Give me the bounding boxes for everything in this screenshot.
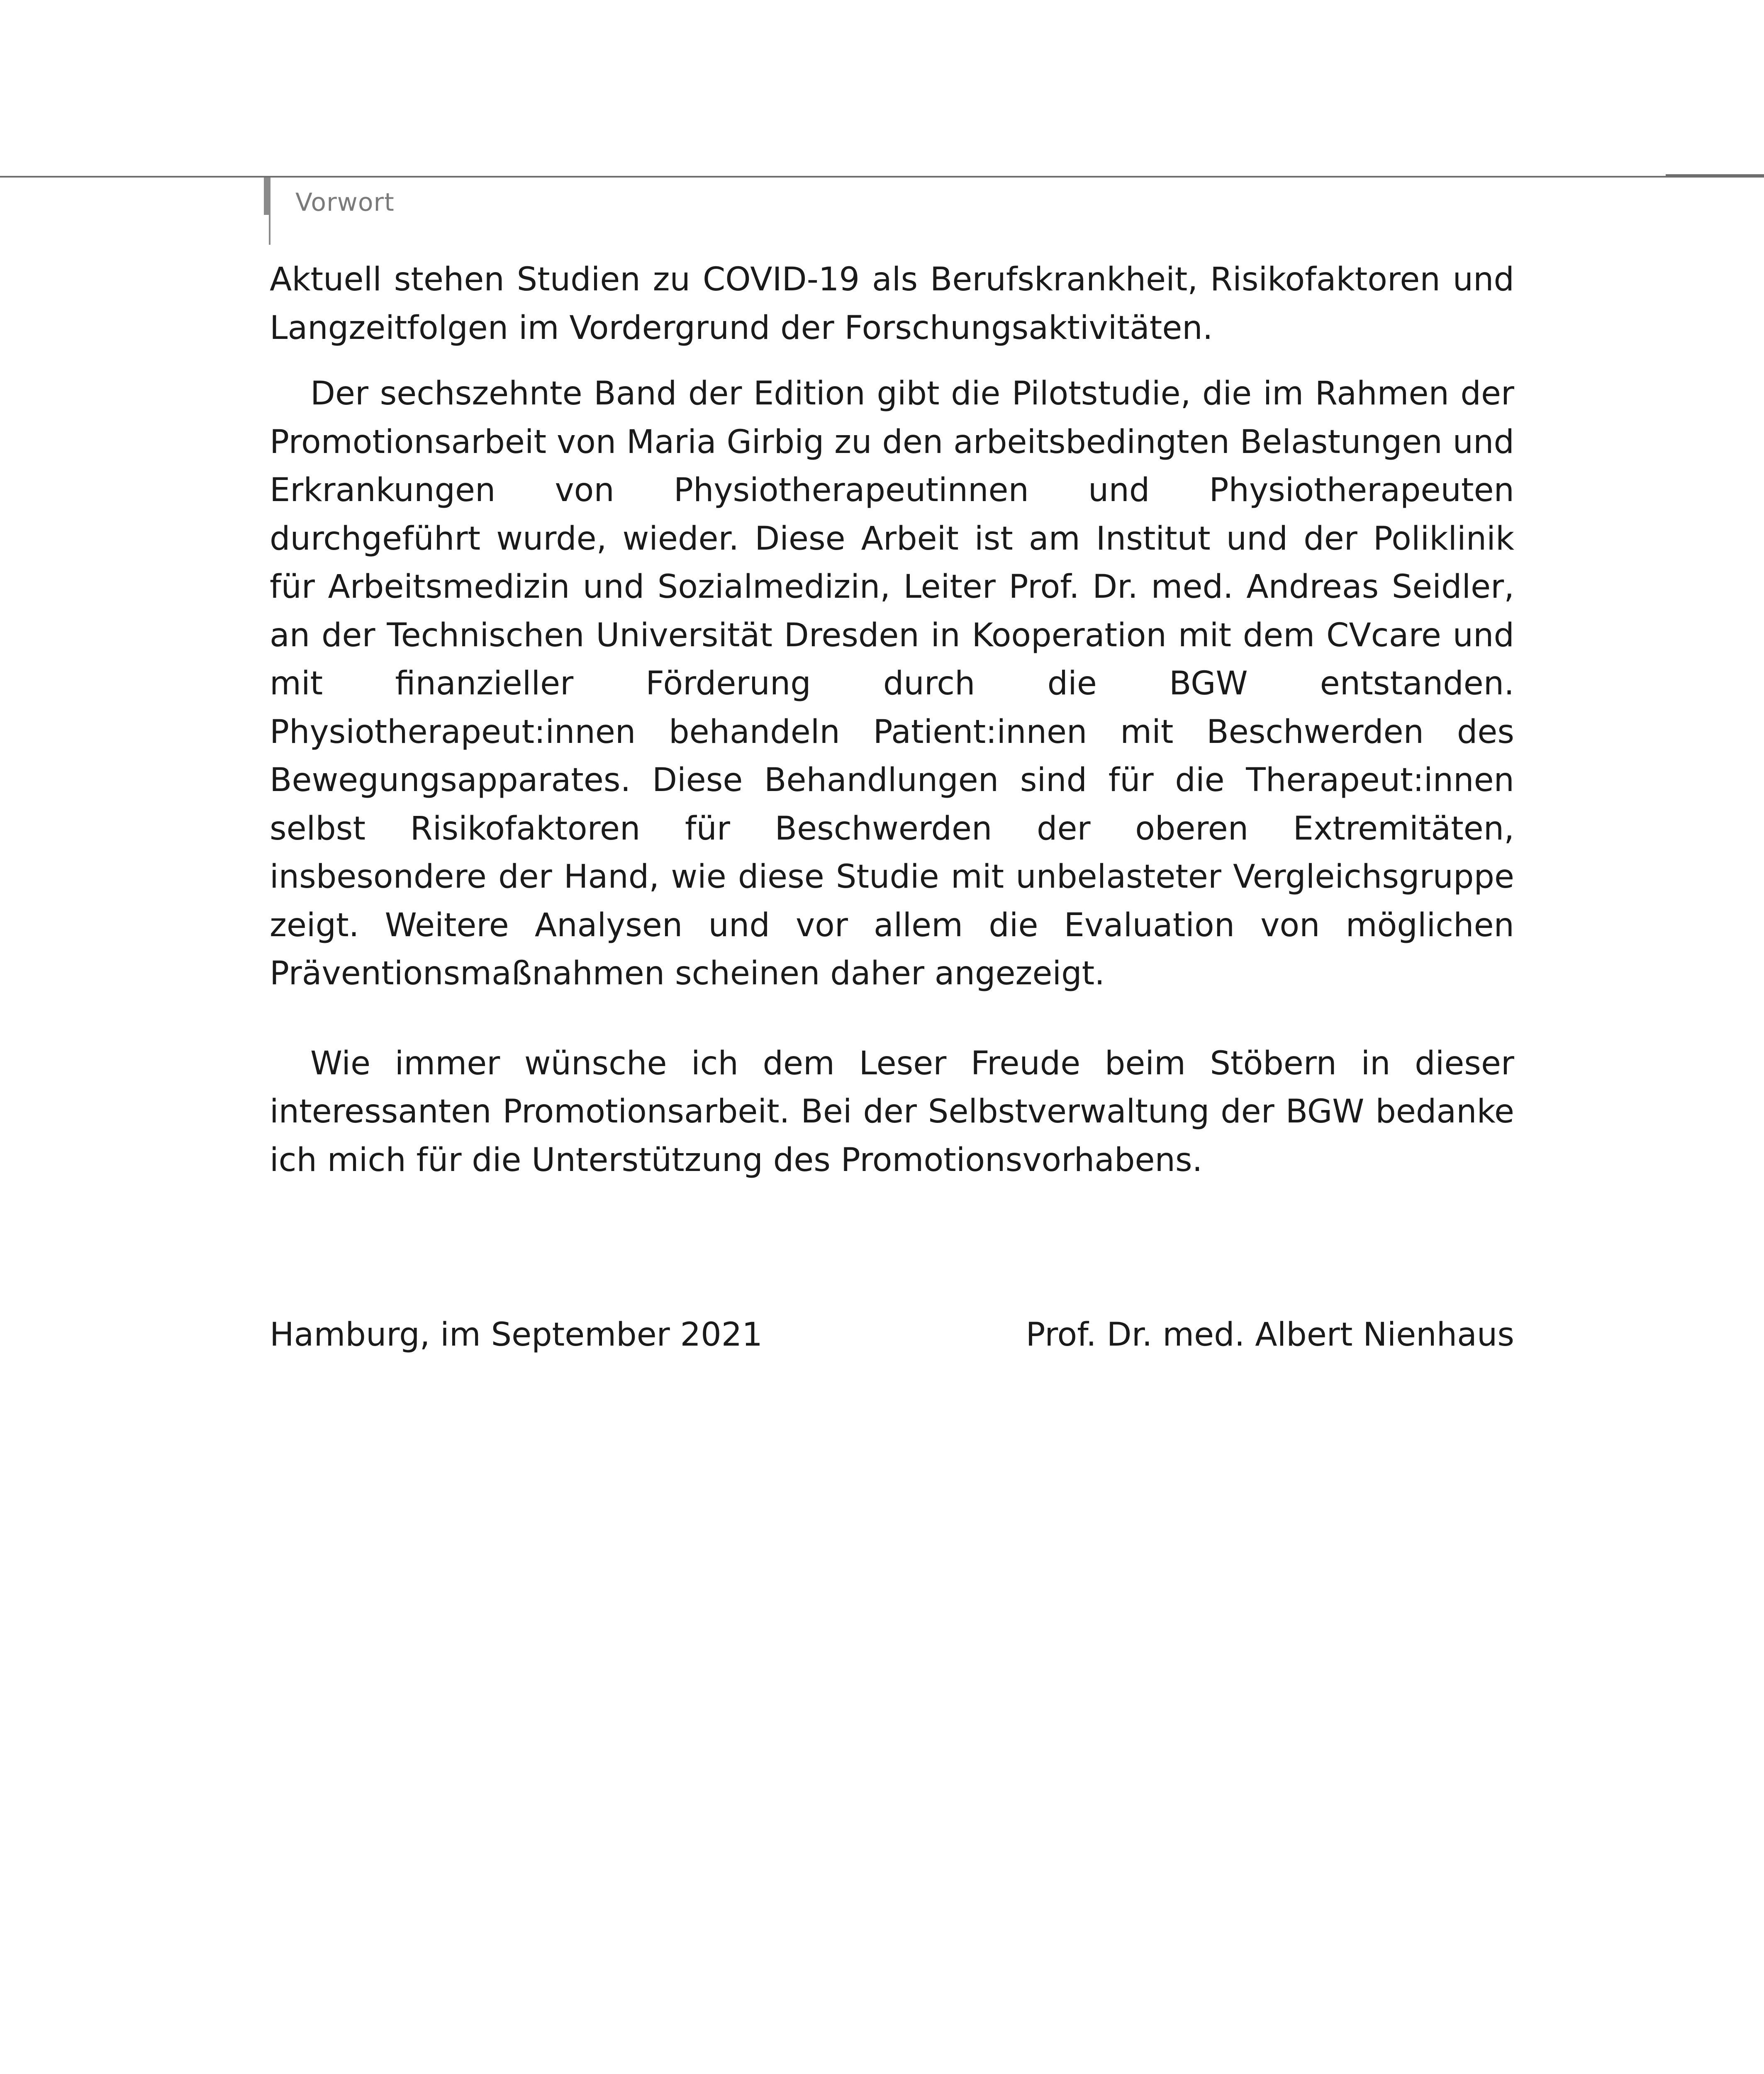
signature-block	[270, 1311, 1514, 1359]
running-head: Vorwort	[295, 188, 395, 217]
author-name: Prof. Dr. med. Albert Nienhaus	[1026, 1316, 1514, 1353]
paragraph-1: Aktuell stehen Studien zu COVID-19 als Berufskrankheit, Risikofaktoren und Langzeitfolgen im Vordergrund der Forschungsaktivitäten.	[270, 261, 1514, 347]
body-text	[270, 256, 1514, 1184]
header-marker-line	[269, 178, 270, 245]
place-date: Hamburg, im September 2021	[270, 1316, 763, 1353]
paragraph-2: Der sechszehnte Band der Edition gibt die Pilotstudie, die im Rahmen der Promotionsarbeit von Maria Girbig zu den arbeitsbedingten Belastungen und Erkrankungen von Physiotherapeutinnen und Physiotherapeuten durchgeführt wurde, wieder. Diese Arbeit ist am Institut und der Poliklinik für Arbeitsmedizin und Sozialmedizin, Leiter Prof. Dr. med. Andreas Seidler, an der Technischen Universität Dresden in Kooperation mit dem CVcare und mit finanzieller Förderung durch die BGW entstanden. Physiotherapeut:innen behandeln Patient:innen mit Beschwerden des Bewegungsapparates. Diese Behandlungen sind für die Therapeut:innen selbst Risikofaktoren für Beschwerden der oberen Extremitäten, insbesondere der Hand, wie diese Studie mit unbelasteter Vergleichsgruppe zeigt. Weitere Analysen und vor allem die Evaluation von möglichen Präventionsmaßnahmen scheinen daher angezeigt.	[270, 375, 1514, 992]
header-rule-accent	[1666, 174, 1764, 177]
paragraph-3: Wie immer wünsche ich dem Leser Freude beim Stöbern in dieser interessanten Promotionsarbeit. Bei der Selbstverwaltung der BGW bedanke ich mich für die Unterstützung des Promotionsvorhabens.	[270, 1044, 1514, 1179]
